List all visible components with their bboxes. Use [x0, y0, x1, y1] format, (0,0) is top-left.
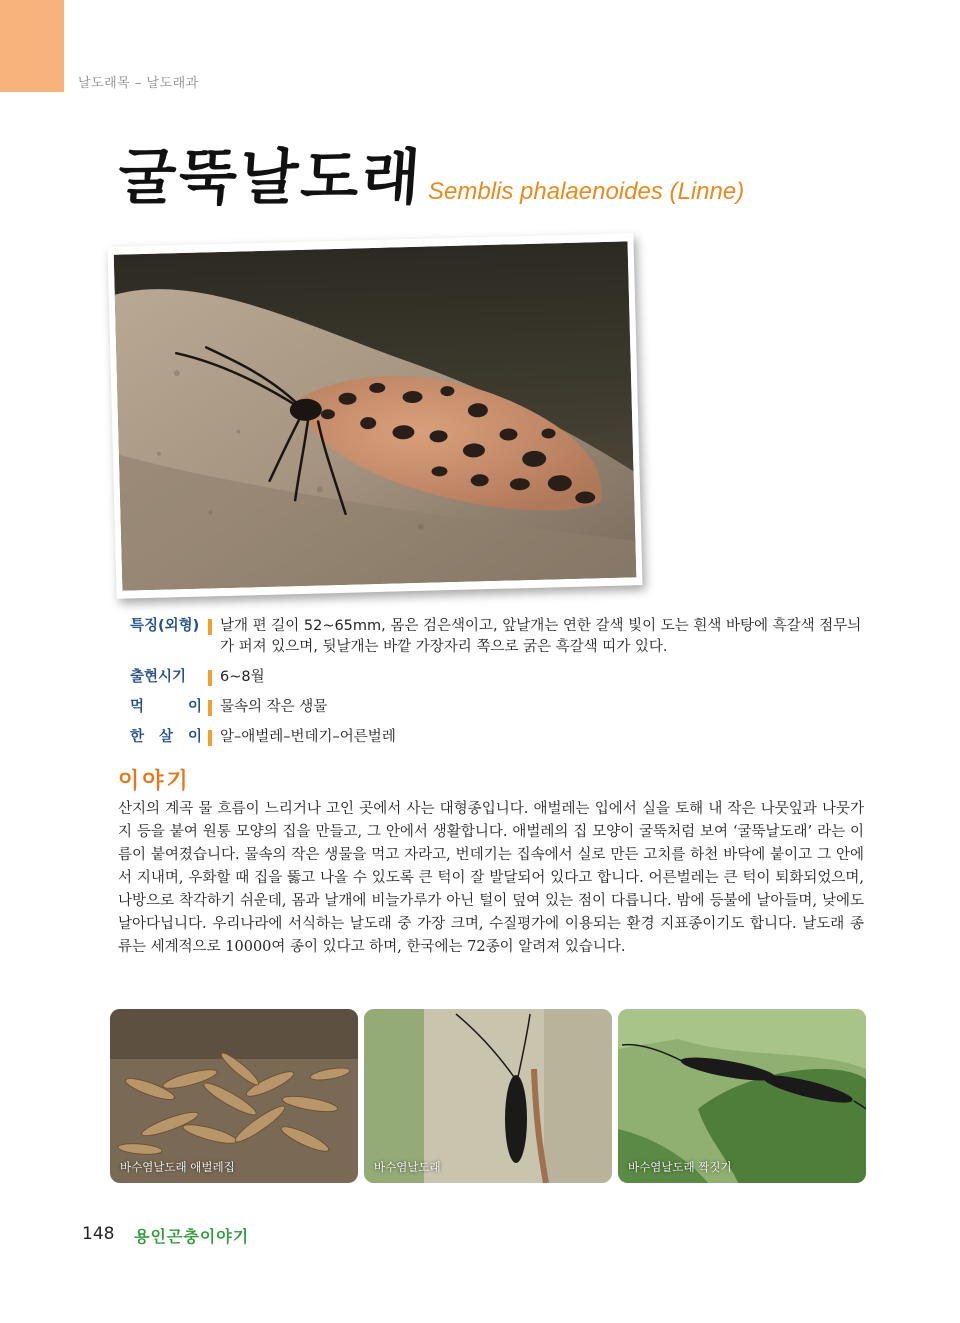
page-title: 굴뚝날도래	[115, 143, 426, 213]
mating-caddisflies-image	[618, 1009, 866, 1183]
main-photo	[107, 233, 642, 599]
fact-divider	[208, 700, 212, 716]
fact-divider	[208, 670, 212, 686]
photo-adult	[364, 1009, 612, 1183]
page-number: 148	[82, 1224, 115, 1244]
fact-row-food	[130, 697, 870, 718]
fact-label: 한 살 이	[130, 729, 202, 745]
caddisfly-photo	[114, 241, 637, 590]
breadcrumb: 날도래목 – 날도래과	[78, 76, 199, 91]
fact-row-season	[130, 667, 870, 688]
corner-tab	[0, 0, 64, 92]
fact-row-appearance	[130, 616, 870, 658]
larval-cases-image	[110, 1009, 358, 1183]
photo-larval-cases	[110, 1009, 358, 1183]
fact-label: 특징(외형)	[130, 618, 200, 634]
fact-divider	[208, 730, 212, 746]
fact-value: 6~8월	[220, 669, 265, 685]
facts-list	[130, 616, 870, 757]
fact-value: 알–애벌레–번데기–어른벌레	[220, 729, 396, 745]
photo-caption: 바수염날도래 애벌레집	[120, 1160, 235, 1174]
fact-row-lifecycle	[130, 727, 870, 748]
book-title: 용인곤충이야기	[134, 1227, 250, 1246]
scientific-name: Semblis phalaenoides (Linne)	[428, 178, 745, 205]
fact-value: 날개 편 길이 52~65mm, 몸은 검은색이고, 앞날개는 연한 갈색 빛이 도는 흰색 바탕에 흑갈색 점무늬가 퍼져 있으며, 뒷날개는 바깥 가장자리 쪽으로 굵은 흑갈색 띠가 있다.	[220, 618, 862, 655]
fact-label: 먹 이	[130, 699, 202, 715]
photo-caption: 바수염날도래 짝짓기	[628, 1160, 732, 1174]
story-body: 산지의 계곡 물 흐름이 느리거나 고인 곳에서 사는 대형종입니다. 애벌레는 입에서 실을 토해 내 작은 나뭇잎과 나뭇가지 등을 붙여 원통 모양의 집을 만들고, 그 안에서 생활합니다. 애벌레의 집 모양이 굴뚝처럼 보여 ‘굴뚝날도래’ 라는 이름이 붙여졌습니다. 물속의 작은 생물을 먹고 자라고, 번데기는 집속에서 실로 만든 고치를 하천 바닥에 붙이고 그 안에서 지내며, 우화할 때 집을 뚫고 나올 수 있도록 큰 턱이 잘 발달되어 있다고 합니다. 어른벌레는 큰 턱이 퇴화되었으며, 나방으로 착각하기 쉬운데, 몸과 날개에 비늘가루가 아닌 털이 덮여 있는 점이 다릅니다. 밤에 등불에 날아들며, 낮에도 날아다닙니다. 우리나라에 서식하는 날도래 중 가장 크며, 수질평가에 이용되는 환경 지표종이기도 합니다. 날도래 종류는 세계적으로 10000여 종이 있다고 하며, 한국에는 72종이 알려져 있습니다.	[118, 801, 864, 955]
story-heading: 이야기	[118, 769, 191, 794]
adult-caddisfly-image	[364, 1009, 612, 1183]
fact-value: 물속의 작은 생물	[220, 699, 328, 715]
fact-label: 출현시기	[130, 669, 187, 685]
photo-caption: 바수염날도래	[374, 1160, 441, 1174]
photo-mating	[618, 1009, 866, 1183]
fact-divider	[208, 619, 212, 635]
